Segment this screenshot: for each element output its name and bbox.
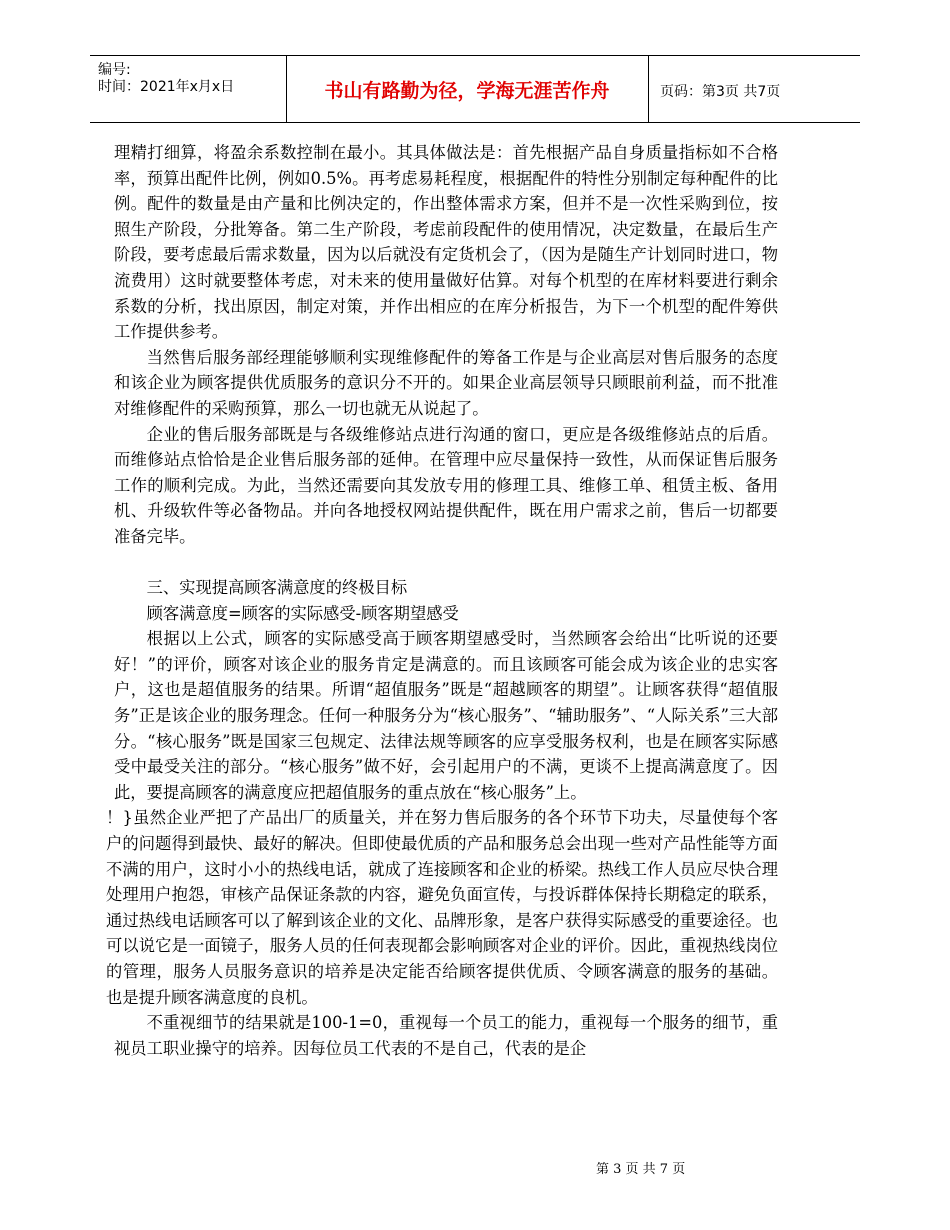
document-number-label: 编号: xyxy=(98,62,131,78)
document-body xyxy=(106,140,778,1061)
header-motto: 书山有路勤为径，学海无涯苦作舟 xyxy=(324,79,610,102)
paragraph-5: ！}虽然企业严把了产品出厂的质量关，并在努力售后服务的各个环节下功夫，尽量使每个客户的问题得到最快、最好的解决。但即使最优质的产品和服务总会出现一些对产品性能等方面不满的用户，这时小小的热线电话，就成了连接顾客和企业的桥梁。热线工作人员应尽快合理处理用户抱怨，审核产品保证条款的内容，避免负面宣传，与投诉群体保持长期稳定的联系，通过热线电话顾客可以了解到该企业的文化、品牌形象，是客户获得实际感受的重要途径。也可以说它是一面镜子，服务人员的任何表现都会影响顾客对企业的评价。因此，重视热线岗位的管理，服务人员服务意识的培养是决定能否给顾客提供优质、令顾客满意的服务的基础。 也是提升顾客满意度的良机。 xyxy=(106,808,778,1007)
paragraph-1: 理精打细算，将盈余系数控制在最小。其具体做法是：首先根据产品自身质量指标如不合格率，预算出配件比例，例如0.5%。再考虑易耗程度，根据配件的特性分别制定每种配件的比例。配件的数量是由产量和比例决定的，作出整体需求方案，但并不是一次性采购到位，按照生产阶段，分批筹备。第二生产阶段，考虑前段配件的使用情况，决定数量，在最后生产阶段，要考虑最后需求数量，因为以后就没有定货机会了，（因为是随生产计划同时进口，物流费用）这时就要整体考虑，对未来的使用量做好估算。对每个机型的在库材料要进行剩余系数的分析，找出原因，制定对策，并作出相应的在库分析报告，为下一个机型的配件筹供工作提供参考。 xyxy=(114,143,778,342)
paragraph-3: 企业的售后服务部既是与各级维修站点进行沟通的窗口，更应是各级维修站点的后盾。而维修站点恰恰是企业售后服务部的延伸。在管理中应尽量保持一致性，从而保证售后服务工作的顺利完成。为此，当然还需要向其发放专用的修理工具、维修工单、租赁主板、备用机、升级软件等必备物品。并向各地授权网站提供配件，既在用户需求之前，售后一切都要准备完毕。 xyxy=(114,424,778,546)
header-divider-left xyxy=(286,55,287,123)
header-bottom-rule xyxy=(90,122,860,123)
page-footer: 第 3 页 共 7 页 xyxy=(596,1162,686,1177)
paragraph-4: 根据以上公式，顾客的实际感受高于顾客期望感受时，当然顾客会给出“比听说的还要好！”的评价，顾客对该企业的服务肯定是满意的。而且该顾客可能会成为该企业的忠实客户，这也是超值服务的结果。所谓“超值服务”既是“超越顾客的期望”。让顾客获得“超值服务”正是该企业的服务理念。任何一种服务分为“核心服务”、“辅助服务”、“人际关系”三大部分。“核心服务”既是国家三包规定、法律法规等顾客的应享受服务权利，也是在顾客实际感受中最受关注的部分。“核心服务”做不好，会引起用户的不满，更谈不上提高满意度了。因此，要提高顾客的满意度应把超值服务的重点放在“核心服务”上。 xyxy=(114,629,778,802)
formula-line: 顾客满意度=顾客的实际感受-顾客期望感受 xyxy=(146,603,459,623)
document-time-label: 时间：2021年x月x日 xyxy=(98,79,235,95)
paragraph-6: 不重视细节的结果就是100-1=0，重视每一个员工的能力，重视每一个服务的细节，重视员工职业操守的培养。因每位员工代表的不是自己，代表的是企 xyxy=(114,1013,778,1058)
blank-line xyxy=(114,550,778,576)
header-divider-right xyxy=(648,55,649,123)
paragraph-2: 当然售后服务部经理能够顺利实现维修配件的筹备工作是与企业高层对售后服务的态度和该企业为顾客提供优质服务的意识分不开的。如果企业高层领导只顾眼前利益，而不批准对维修配件的采购预算，那么一切也就无从说起了。 xyxy=(114,347,778,418)
header-meta xyxy=(98,62,234,96)
header-page-info: 页码：第3页 共7页 xyxy=(660,84,781,100)
section-heading: 三、实现提高顾客满意度的终极目标 xyxy=(146,578,408,598)
